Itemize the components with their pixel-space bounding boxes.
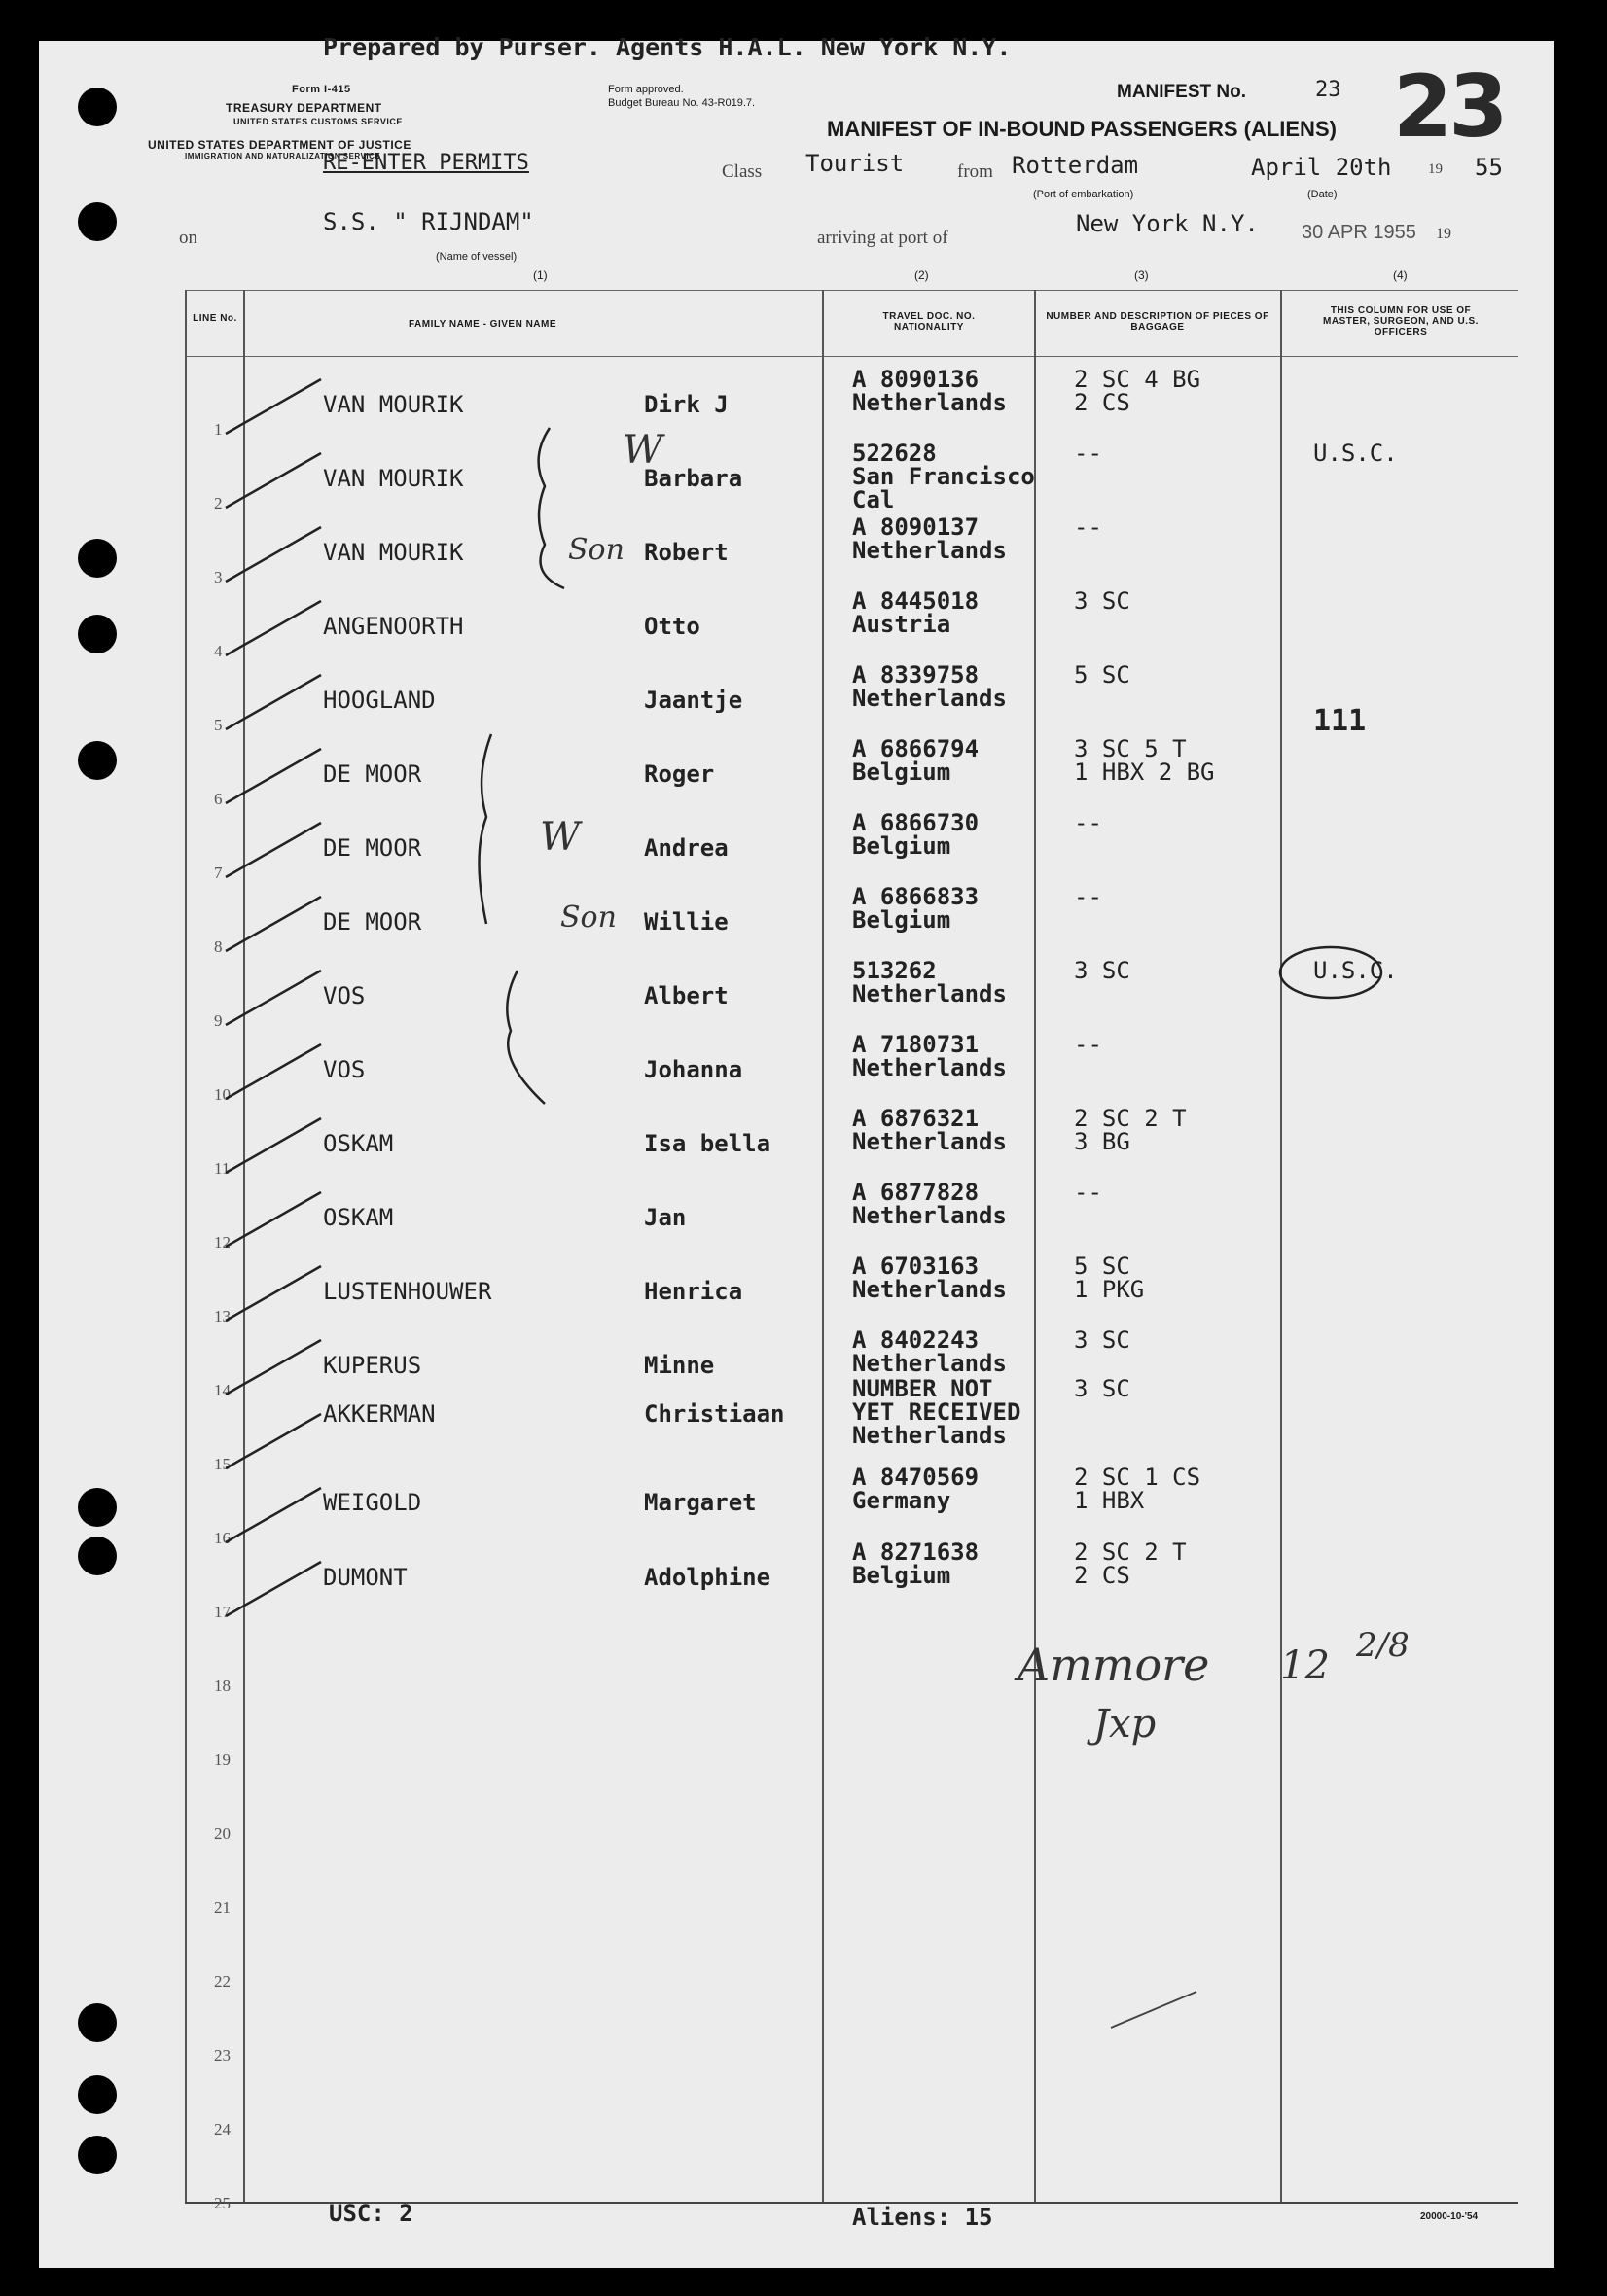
family-name: HOOGLAND	[323, 687, 436, 714]
vessel-label: (Name of vessel)	[436, 251, 518, 263]
given-name: Adolphine	[644, 1564, 771, 1591]
col-num-2: (2)	[914, 268, 929, 282]
from-port: Rotterdam	[1012, 152, 1139, 179]
family-name: VAN MOURIK	[323, 391, 464, 418]
travel-doc-line: Netherlands	[852, 980, 1007, 1007]
travel-doc-line: 522628	[852, 440, 937, 467]
manifest-no-value: 23	[1315, 78, 1341, 102]
travel-doc-line: A 8470569	[852, 1464, 980, 1491]
given-name: Roger	[644, 760, 715, 788]
line-number: 8	[214, 937, 223, 956]
family-name: DE MOOR	[323, 760, 422, 788]
line-number: 4	[214, 642, 223, 660]
baggage-line: --	[1074, 440, 1102, 467]
line-number: 18	[214, 1677, 231, 1695]
justice-dept: UNITED STATES DEPARTMENT OF JUSTICE	[148, 138, 411, 152]
date-value: April 20th	[1251, 154, 1392, 181]
given-name: Christiaan	[644, 1400, 785, 1428]
line-number: 12	[214, 1233, 231, 1252]
travel-doc-line: NUMBER NOT	[852, 1375, 993, 1402]
travel-doc-line: Belgium	[852, 759, 951, 786]
line-number: 23	[214, 2046, 231, 2065]
check-mark	[226, 1118, 321, 1173]
year-suffix: 55	[1475, 154, 1503, 181]
check-mark	[226, 749, 321, 803]
arriving-label: arriving at port of	[817, 228, 948, 248]
manifest-big-number: 23	[1393, 56, 1505, 157]
officer-note: U.S.C.	[1313, 957, 1398, 984]
signature-fraction: 2/8	[1356, 1626, 1410, 1665]
usc-circle	[1280, 947, 1381, 998]
annotation-son1: Son	[568, 533, 625, 567]
family-name: ANGENOORTH	[323, 613, 464, 640]
travel-doc-line: Netherlands	[852, 1202, 1007, 1229]
given-name: Henrica	[644, 1278, 743, 1305]
given-name: Johanna	[644, 1056, 743, 1083]
family-name: LUSTENHOUWER	[323, 1278, 492, 1305]
travel-doc-line: Cal	[852, 486, 895, 513]
check-mark	[226, 1488, 321, 1542]
line-number: 9	[214, 1011, 223, 1030]
check-mark	[226, 823, 321, 877]
check-mark	[226, 527, 321, 582]
immigration-service: IMMIGRATION AND NATURALIZATION SERVICE	[185, 152, 381, 160]
col-header-name: FAMILY NAME - GIVEN NAME	[409, 319, 557, 330]
baggage-line: 3 SC	[1074, 587, 1130, 615]
customs-service: UNITED STATES CUSTOMS SERVICE	[233, 117, 403, 126]
family-name: VOS	[323, 982, 366, 1009]
baggage-line: 3 SC	[1074, 1326, 1130, 1354]
given-name: Otto	[644, 613, 700, 640]
travel-doc-line: Netherlands	[852, 537, 1007, 564]
line-number: 21	[214, 1898, 231, 1917]
travel-doc-line: Netherlands	[852, 389, 1007, 416]
signature-number: 12	[1280, 1643, 1330, 1688]
travel-doc-line: A 6877828	[852, 1179, 980, 1206]
family-name: OSKAM	[323, 1204, 394, 1231]
aliens-total: Aliens: 15	[852, 2204, 993, 2231]
given-name: Robert	[644, 539, 729, 566]
stamp-year: 19	[1436, 226, 1451, 242]
given-name: Dirk J	[644, 391, 729, 418]
baggage-line: 2 SC 2 T	[1074, 1538, 1187, 1566]
port-embark-label: (Port of embarkation)	[1033, 189, 1134, 200]
line-number: 19	[214, 1750, 231, 1769]
check-mark	[226, 601, 321, 655]
line-number: 14	[214, 1381, 231, 1399]
col-num-1: (1)	[533, 268, 548, 282]
annotation-w1: W	[623, 428, 663, 473]
check-mark	[226, 1562, 321, 1616]
family-name: KUPERUS	[323, 1352, 422, 1379]
family-name: OSKAM	[323, 1130, 394, 1157]
given-name: Barbara	[644, 465, 743, 492]
baggage-line: 3 BG	[1074, 1128, 1130, 1155]
vessel-name: S.S. " RIJNDAM"	[323, 208, 534, 235]
baggage-line: 2 SC 2 T	[1074, 1105, 1187, 1132]
budget-bureau: Budget Bureau No. 43-R019.7.	[608, 97, 756, 109]
baggage-line: --	[1074, 1179, 1102, 1206]
line-number: 22	[214, 1972, 231, 1991]
baggage-line: 2 CS	[1074, 389, 1130, 416]
family-brace-1	[539, 428, 564, 588]
given-name: Margaret	[644, 1489, 757, 1516]
baggage-line: 3 SC 5 T	[1074, 735, 1187, 762]
line-number: 20	[214, 1824, 231, 1843]
officer-note: 111	[1313, 704, 1367, 738]
check-mark	[226, 1414, 321, 1468]
annotation-son2: Son	[560, 901, 617, 935]
baggage-line: 1 HBX	[1074, 1487, 1145, 1514]
travel-doc-line: Belgium	[852, 906, 951, 934]
check-mark	[226, 1044, 321, 1099]
usc-total: USC: 2	[329, 2200, 413, 2227]
line-number: 1	[214, 420, 223, 439]
family-name: DE MOOR	[323, 908, 422, 936]
travel-doc-line: A 6876321	[852, 1105, 980, 1132]
form-approved: Form approved.	[608, 84, 684, 95]
line-number: 11	[214, 1159, 231, 1178]
given-name: Jan	[644, 1204, 687, 1231]
form-number: Form I-415	[292, 84, 351, 95]
check-mark	[226, 971, 321, 1025]
travel-doc-line: A 7180731	[852, 1031, 980, 1058]
travel-doc-line: San Francisco	[852, 463, 1035, 490]
received-stamp: 30 APR 1955	[1302, 222, 1416, 243]
family-name: VOS	[323, 1056, 366, 1083]
travel-doc-line: A 8090136	[852, 366, 980, 393]
check-mark	[226, 1192, 321, 1247]
class-label: Class	[722, 161, 763, 182]
travel-doc-line: A 6703163	[852, 1253, 980, 1280]
manifest-no-label: MANIFEST No.	[1117, 82, 1246, 102]
travel-doc-line: Belgium	[852, 832, 951, 860]
baggage-line: 1 PKG	[1074, 1276, 1145, 1303]
signature: Ammore	[1018, 1639, 1210, 1691]
given-name: Jaantje	[644, 687, 743, 714]
given-name: Isa bella	[644, 1130, 771, 1157]
family-name: VAN MOURIK	[323, 465, 464, 492]
line-number: 15	[214, 1455, 231, 1473]
baggage-line: 3 SC	[1074, 957, 1130, 984]
travel-doc-line: Netherlands	[852, 1350, 1007, 1377]
travel-doc-line: A 6866730	[852, 809, 980, 836]
family-name: WEIGOLD	[323, 1489, 422, 1516]
line-number: 5	[214, 716, 223, 734]
print-code: 20000-10-'54	[1420, 2211, 1479, 2222]
reentry-permits: RE-ENTER PERMITS	[323, 151, 529, 175]
baggage-line: --	[1074, 1031, 1102, 1058]
on-label: on	[179, 228, 197, 248]
family-name: DE MOOR	[323, 834, 422, 862]
check-mark	[226, 897, 321, 951]
family-name: VAN MOURIK	[323, 539, 464, 566]
travel-doc-line: Netherlands	[852, 1054, 1007, 1081]
line-number: 2	[214, 494, 223, 512]
officer-note: U.S.C.	[1313, 440, 1398, 467]
check-marks	[226, 379, 321, 1616]
given-name: Andrea	[644, 834, 729, 862]
travel-doc-line: YET RECEIVED	[852, 1398, 1021, 1426]
check-mark	[226, 1266, 321, 1321]
line-number: 17	[214, 1603, 231, 1621]
travel-doc-line: A 8402243	[852, 1326, 980, 1354]
baggage-line: --	[1074, 809, 1102, 836]
travel-doc-line: A 8271638	[852, 1538, 980, 1566]
travel-doc-line: Germany	[852, 1487, 951, 1514]
line-number: 10	[214, 1085, 231, 1104]
year-prefix: 19	[1428, 161, 1443, 177]
arrival-port: New York N.Y.	[1076, 210, 1259, 237]
check-mark	[226, 1340, 321, 1395]
initials: Jxp	[1093, 1702, 1157, 1747]
travel-doc-line: A 8090137	[852, 513, 980, 541]
family-name: AKKERMAN	[323, 1400, 436, 1428]
line-number: 16	[214, 1529, 231, 1547]
line-number: 7	[214, 864, 223, 882]
class-value: Tourist	[805, 150, 905, 177]
travel-doc-line: 513262	[852, 957, 937, 984]
baggage-line: --	[1074, 513, 1102, 541]
line-number: 13	[214, 1307, 231, 1325]
purser-line: Prepared by Purser. Agents H.A.L. New York N.Y.	[323, 33, 1012, 61]
check-mark	[226, 379, 321, 434]
travel-doc-line: A 6866794	[852, 735, 980, 762]
line-number: 24	[214, 2120, 231, 2138]
stray-mark	[1111, 1992, 1196, 2028]
col-header-baggage: NUMBER AND DESCRIPTION OF PIECES OF BAGGAGE	[1046, 311, 1269, 333]
col-header-doc: TRAVEL DOC. NO. NATIONALITY	[882, 311, 976, 333]
line-number: 25	[214, 2194, 231, 2212]
family-name: DUMONT	[323, 1564, 408, 1591]
travel-doc-line: A 8445018	[852, 587, 980, 615]
given-name: Minne	[644, 1352, 715, 1379]
baggage-line: 3 SC	[1074, 1375, 1130, 1402]
manifest-title: MANIFEST OF IN-BOUND PASSENGERS (ALIENS)	[827, 117, 1337, 141]
col-header-officers: THIS COLUMN FOR USE OF MASTER, SURGEON, AND U.S. OFFICERS	[1323, 305, 1479, 337]
date-label: (Date)	[1307, 189, 1338, 200]
col-header-line: LINE No.	[193, 313, 237, 324]
travel-doc-line: Austria	[852, 611, 951, 638]
check-mark	[226, 675, 321, 729]
annotation-w2: W	[540, 815, 581, 860]
given-name: Albert	[644, 982, 729, 1009]
baggage-line: 2 SC 1 CS	[1074, 1464, 1201, 1491]
line-number: 3	[214, 568, 223, 586]
line-number: 6	[214, 790, 223, 808]
travel-doc-line: Netherlands	[852, 685, 1007, 712]
baggage-line: 5 SC	[1074, 661, 1130, 689]
travel-doc-line: A 6866833	[852, 883, 980, 910]
travel-doc-line: A 8339758	[852, 661, 980, 689]
travel-doc-line: Belgium	[852, 1562, 951, 1589]
given-name: Willie	[644, 908, 729, 936]
baggage-line: 1 HBX 2 BG	[1074, 759, 1215, 786]
col-num-3: (3)	[1134, 268, 1149, 282]
from-label: from	[957, 161, 993, 182]
baggage-line: 2 CS	[1074, 1562, 1130, 1589]
col-num-4: (4)	[1393, 268, 1408, 282]
travel-doc-line: Netherlands	[852, 1276, 1007, 1303]
treasury-dept: TREASURY DEPARTMENT	[226, 101, 382, 115]
baggage-line: 5 SC	[1074, 1253, 1130, 1280]
check-mark	[226, 453, 321, 508]
travel-doc-line: Netherlands	[852, 1128, 1007, 1155]
family-brace-2	[480, 734, 492, 924]
family-brace-3	[507, 971, 545, 1104]
travel-doc-line: Netherlands	[852, 1422, 1007, 1449]
baggage-line: --	[1074, 883, 1102, 910]
baggage-line: 2 SC 4 BG	[1074, 366, 1201, 393]
